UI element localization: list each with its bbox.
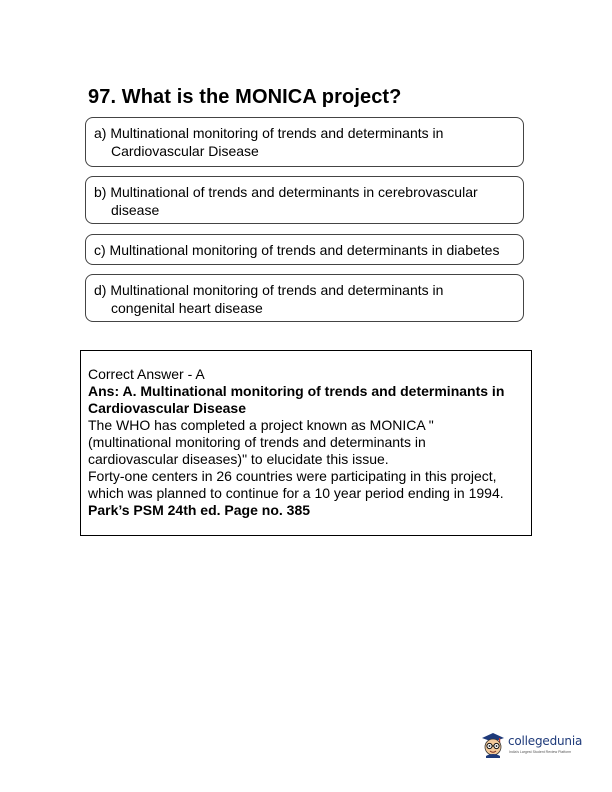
correct-answer-label: Correct Answer - A xyxy=(88,366,205,382)
option-b-text-line2: disease xyxy=(111,202,160,218)
logo-tagline: India's Largest Student Review Platform xyxy=(509,750,572,754)
option-a-text-line2: Cardiovascular Disease xyxy=(111,143,259,159)
option-a[interactable] xyxy=(85,117,524,167)
collegedunia-logo xyxy=(481,728,591,762)
reference-citation: Park’s PSM 24th ed. Page no. 385 xyxy=(88,502,311,518)
answer-heading-line2: Cardiovascular Disease xyxy=(88,400,246,416)
explanation-line: cardiovascular diseases)" to elucidate this issue. xyxy=(88,451,389,467)
student-mascot-icon xyxy=(481,732,505,758)
answer-heading-line1: Ans: A. Multinational monitoring of trends and determinants in xyxy=(88,383,505,399)
question-title: 97. What is the MONICA project? xyxy=(88,86,402,108)
explanation-line: The WHO has completed a project known as MONICA " xyxy=(88,417,434,433)
logo-wordmark: collegedunia xyxy=(508,734,583,748)
option-d-text-line2: congenital heart disease xyxy=(111,300,263,316)
option-b[interactable] xyxy=(85,176,524,224)
answer-explanation-box xyxy=(80,350,532,536)
option-c-text: c) Multinational monitoring of trends and determinants in diabetes xyxy=(94,242,500,258)
option-d[interactable] xyxy=(85,274,524,322)
explanation-line: (multinational monitoring of trends and determinants in xyxy=(88,434,426,450)
option-a-text-line1: a) Multinational monitoring of trends and determinants in xyxy=(94,125,444,141)
option-c[interactable] xyxy=(85,234,524,265)
option-d-text-line1: d) Multinational monitoring of trends and determinants in xyxy=(94,282,444,298)
explanation-line: which was planned to continue for a 10 year period ending in 1994. xyxy=(88,485,504,501)
option-b-text-line1: b) Multinational of trends and determinants in cerebrovascular xyxy=(94,184,478,200)
explanation-line: Forty-one centers in 26 countries were participating in this project, xyxy=(88,468,497,484)
